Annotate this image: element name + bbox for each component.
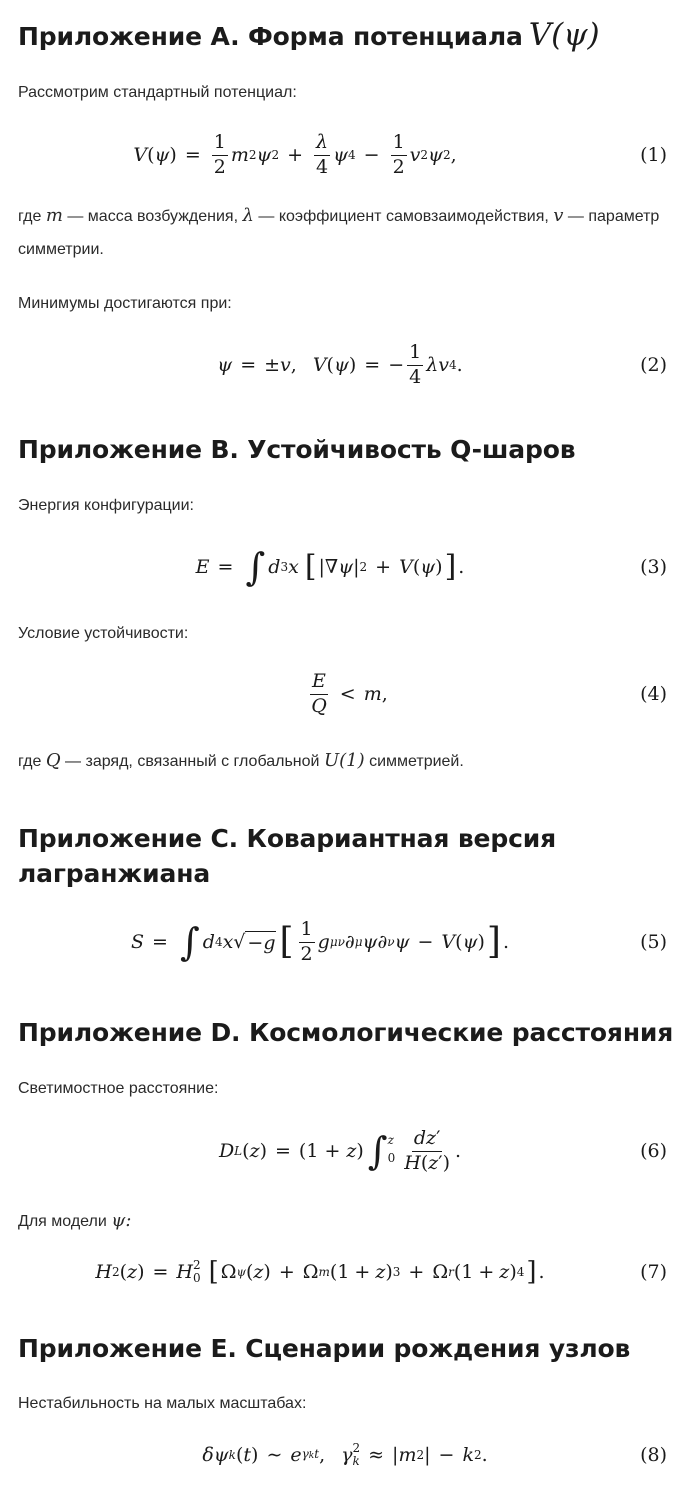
- equation-5: [0, 907, 700, 977]
- charge-paragraph: [18, 744, 678, 778]
- equation-1-number: (1): [640, 144, 667, 166]
- heading-appendix-e: Приложение E. Сценарии рождения узлов: [18, 1334, 631, 1363]
- equation-1-body: V ( ψ ) = $\frac{1}{2}$ m 2 ψ 2 + $\frac{\lambda}{4}$ ψ 4 − $\frac{1}{2}$ v 2 ψ 2 ,: [133, 130, 457, 178]
- equation-8-body: δψ k ( t ) ∼ e γkt , γ 2 k ≈ | m 2 | − k 2 .: [202, 1440, 488, 1468]
- equation-6-number: (6): [640, 1140, 667, 1162]
- minima-paragraph: Минимумы достигаются при:: [18, 295, 232, 312]
- def-m-text: — масса возбуждения,: [67, 208, 239, 225]
- equation-4: [0, 659, 700, 729]
- def-lambda-symbol: λ: [242, 205, 254, 226]
- heading-appendix-a-math: V(ψ): [528, 17, 600, 53]
- equation-7: [0, 1237, 700, 1307]
- instability-paragraph: Нестабильность на малых масштабах:: [18, 1395, 307, 1412]
- charge-text-1: — заряд, связанный с глобальной: [65, 753, 320, 770]
- equation-2-body: ψ = ± v , V ( ψ ) = − $\frac{1}{4}$ λ v 4 .: [217, 340, 463, 388]
- heading-appendix-d: Приложение D. Космологические расстояния: [18, 1018, 674, 1047]
- def-lambda-text: — коэффициент самовзаимодействия,: [258, 208, 549, 225]
- equation-2-number: (2): [640, 354, 667, 376]
- def-where: где: [18, 208, 42, 225]
- model-paragraph: [18, 1204, 678, 1238]
- heading-appendix-c: Приложение C. Ковариантная версия лагранжиана: [18, 824, 557, 888]
- equation-3: [0, 532, 700, 602]
- model-text: Для модели: [18, 1213, 107, 1230]
- charge-u-symbol: U(1): [323, 750, 365, 771]
- charge-where: где: [18, 753, 42, 770]
- equation-8: [0, 1420, 700, 1490]
- def-m-symbol: m: [45, 205, 63, 226]
- equation-8-number: (8): [640, 1444, 667, 1466]
- intro-paragraph: Рассмотрим стандартный потенциал:: [18, 84, 297, 101]
- equation-3-number: (3): [640, 556, 667, 578]
- equation-7-body: H 2 ( z ) = H 2 0 [ Ω ψ ( z ) + Ω m (1 + z ) 3 + Ω r (1 + z ) 4 ] .: [95, 1257, 545, 1287]
- equation-2: [0, 330, 700, 400]
- equation-6-body: D L ( z ) = (1 + z ) ∫ z 0 $\frac{dz'}{H(z')}$ .: [218, 1126, 462, 1174]
- equation-6: [0, 1116, 700, 1186]
- equation-4-body: $\frac{E}{Q}$ < m ,: [311, 669, 388, 717]
- equation-4-number: (4): [640, 683, 667, 705]
- stability-paragraph: Условие устойчивости:: [18, 625, 189, 642]
- luminosity-paragraph: Светимостное расстояние:: [18, 1080, 219, 1097]
- def-v-text: — параметр симметрии.: [18, 208, 660, 258]
- charge-q-symbol: Q: [45, 750, 61, 771]
- equation-7-number: (7): [640, 1261, 667, 1283]
- heading-appendix-a-text: Приложение A. Форма потенциала: [18, 22, 523, 51]
- charge-text-2: симметрией.: [369, 753, 464, 770]
- definitions-paragraph: [18, 199, 678, 266]
- equation-1: [0, 120, 700, 190]
- energy-paragraph: Энергия конфигурации:: [18, 497, 194, 514]
- heading-appendix-a: [18, 14, 600, 57]
- equation-5-body: S = ∫ d 4 x √ −g [ $\frac{1}{2}$ g μν ∂ μ ψ ∂ ν ψ − V ( ψ ) ] .: [131, 917, 509, 965]
- def-v-symbol: v: [553, 205, 564, 226]
- equation-3-body: E = ∫ d 3 x [ |∇ ψ | 2 + V ( ψ ) ] .: [195, 545, 465, 589]
- heading-appendix-b: Приложение B. Устойчивость Q-шаров: [18, 435, 576, 464]
- model-symbol: ψ:: [111, 1210, 132, 1231]
- equation-5-number: (5): [640, 931, 667, 953]
